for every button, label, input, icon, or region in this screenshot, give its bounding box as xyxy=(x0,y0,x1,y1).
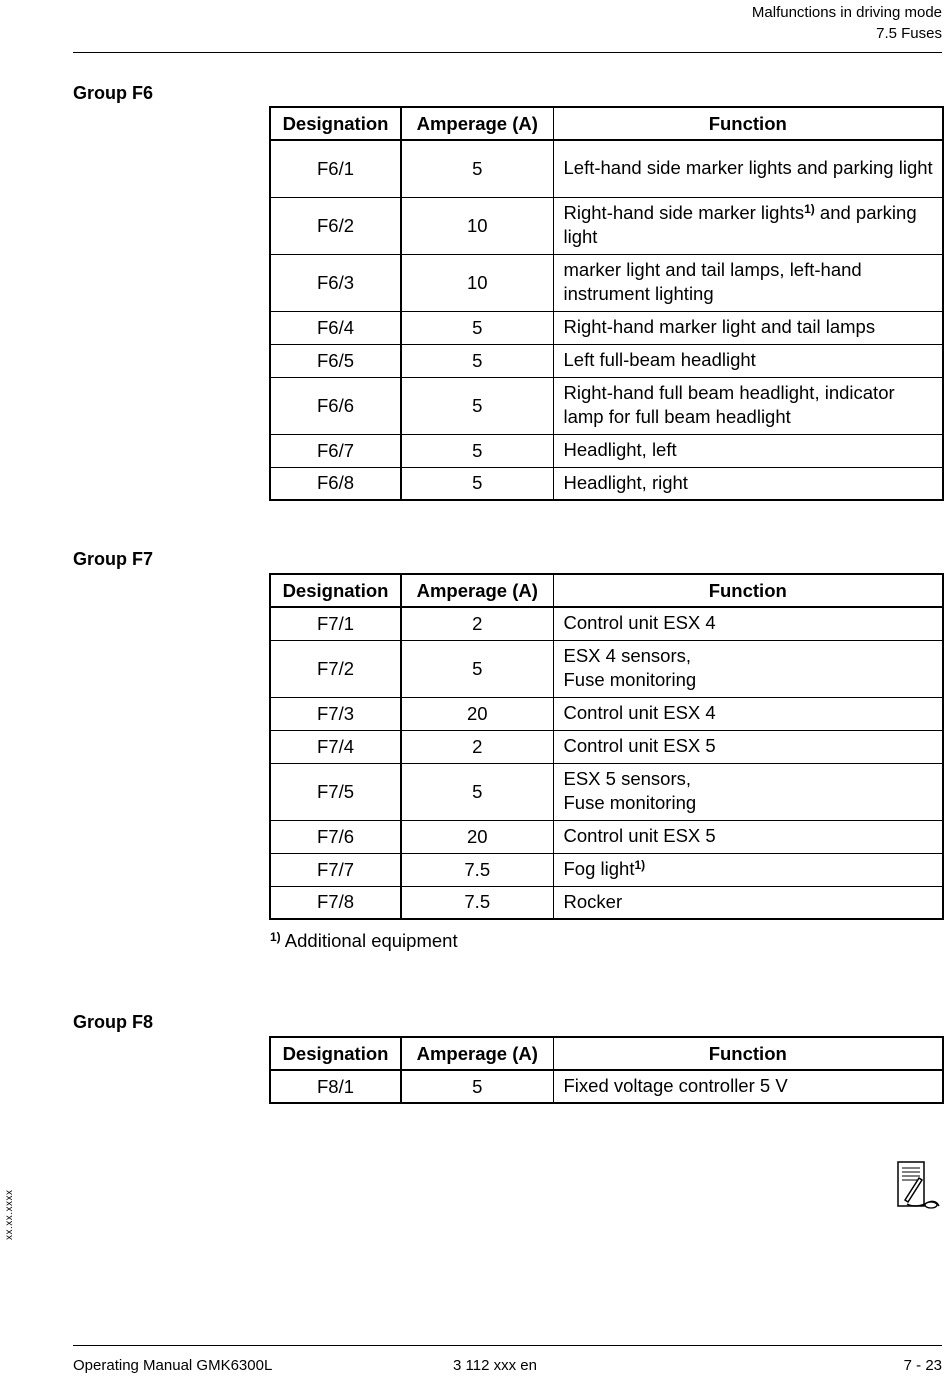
table-row xyxy=(270,697,943,730)
running-header xyxy=(752,2,942,44)
footer-manual-title: Operating Manual GMK6300L xyxy=(73,1357,273,1374)
designation-cell: F6/5 xyxy=(270,344,401,377)
function-cell xyxy=(553,853,943,886)
table-row xyxy=(270,820,943,853)
function-cell: Right-hand full beam headlight, indicator lamp for full beam headlight xyxy=(553,377,943,434)
table-row xyxy=(270,1070,943,1103)
table-row xyxy=(270,730,943,763)
col-amperage: Amperage (A) xyxy=(401,107,553,140)
amperage-cell: 5 xyxy=(401,640,553,697)
fuse-table-f6 xyxy=(269,106,944,501)
group-f7-title: Group F7 xyxy=(73,549,153,569)
col-designation: Designation xyxy=(270,1037,401,1070)
col-function: Function xyxy=(553,107,943,140)
function-cell xyxy=(553,763,943,820)
col-designation: Designation xyxy=(270,107,401,140)
amperage-cell: 7.5 xyxy=(401,853,553,886)
designation-cell: F7/2 xyxy=(270,640,401,697)
function-cell: Rocker xyxy=(553,886,943,919)
amperage-cell: 5 xyxy=(401,467,553,500)
function-cell: Control unit ESX 5 xyxy=(553,730,943,763)
table-row xyxy=(270,763,943,820)
amperage-cell: 2 xyxy=(401,730,553,763)
designation-cell: F7/7 xyxy=(270,853,401,886)
amperage-cell: 5 xyxy=(401,311,553,344)
side-document-code: xx.xx.xxxx xyxy=(4,1189,15,1240)
amperage-cell: 10 xyxy=(401,254,553,311)
designation-cell: F7/4 xyxy=(270,730,401,763)
function-cell: Right-hand marker light and tail lamps xyxy=(553,311,943,344)
manual-book-icon xyxy=(895,1160,941,1212)
function-cell: Left full-beam headlight xyxy=(553,344,943,377)
function-line: Fuse monitoring xyxy=(563,669,697,690)
table-row xyxy=(270,640,943,697)
designation-cell: F6/4 xyxy=(270,311,401,344)
designation-cell: F6/8 xyxy=(270,467,401,500)
table-header-row xyxy=(270,574,943,607)
table-row xyxy=(270,886,943,919)
table-row xyxy=(270,140,943,197)
footnote-ref: 1) xyxy=(804,202,815,216)
table-row xyxy=(270,607,943,640)
col-function: Function xyxy=(553,574,943,607)
table-row xyxy=(270,197,943,254)
amperage-cell: 5 xyxy=(401,763,553,820)
col-designation: Designation xyxy=(270,574,401,607)
designation-cell: F8/1 xyxy=(270,1070,401,1103)
header-rule xyxy=(73,52,942,53)
table-row xyxy=(270,467,943,500)
designation-cell: F7/8 xyxy=(270,886,401,919)
designation-cell: F7/1 xyxy=(270,607,401,640)
designation-cell: F6/6 xyxy=(270,377,401,434)
table-header-row xyxy=(270,107,943,140)
amperage-cell: 5 xyxy=(401,434,553,467)
function-cell: Control unit ESX 4 xyxy=(553,697,943,730)
designation-cell: F7/6 xyxy=(270,820,401,853)
table-header-row xyxy=(270,1037,943,1070)
designation-cell: F6/3 xyxy=(270,254,401,311)
group-f6-title: Group F6 xyxy=(73,83,153,103)
footnote-mark: 1) xyxy=(270,930,281,944)
function-line: ESX 5 sensors, xyxy=(563,768,692,789)
function-cell: Control unit ESX 5 xyxy=(553,820,943,853)
amperage-cell: 5 xyxy=(401,344,553,377)
designation-cell: F6/7 xyxy=(270,434,401,467)
footer-rule xyxy=(73,1345,942,1346)
designation-cell: F6/1 xyxy=(270,140,401,197)
table-row xyxy=(270,377,943,434)
function-text: Right-hand side marker lights xyxy=(563,202,805,223)
amperage-cell: 5 xyxy=(401,377,553,434)
table-row xyxy=(270,853,943,886)
footnote-text: Additional equipment xyxy=(284,930,458,951)
function-cell xyxy=(553,640,943,697)
function-cell: Headlight, left xyxy=(553,434,943,467)
fuse-table-f8 xyxy=(269,1036,944,1104)
function-line: ESX 4 sensors, xyxy=(563,645,692,666)
amperage-cell: 5 xyxy=(401,140,553,197)
amperage-cell: 7.5 xyxy=(401,886,553,919)
function-cell: Fixed voltage controller 5 V xyxy=(553,1070,943,1103)
function-line: Fuse monitoring xyxy=(563,792,697,813)
amperage-cell: 10 xyxy=(401,197,553,254)
function-text-cont: and parking light xyxy=(563,202,917,247)
fuse-table-f7 xyxy=(269,573,944,920)
table-row xyxy=(270,344,943,377)
function-cell: marker light and tail lamps, left-hand instrument lighting xyxy=(553,254,943,311)
table-row xyxy=(270,311,943,344)
table-row xyxy=(270,254,943,311)
amperage-cell: 5 xyxy=(401,1070,553,1103)
col-function: Function xyxy=(553,1037,943,1070)
function-cell: Headlight, right xyxy=(553,467,943,500)
footnote-ref: 1) xyxy=(634,858,646,872)
designation-cell: F7/5 xyxy=(270,763,401,820)
amperage-cell: 2 xyxy=(401,607,553,640)
function-cell: Control unit ESX 4 xyxy=(553,607,943,640)
designation-cell: F6/2 xyxy=(270,197,401,254)
amperage-cell: 20 xyxy=(401,697,553,730)
function-cell: Left-hand side marker lights and parking light xyxy=(553,140,943,197)
footnote xyxy=(270,930,458,952)
function-text: Fog light xyxy=(563,858,635,879)
footer-page-number: 7 - 23 xyxy=(903,1357,942,1374)
designation-cell: F7/3 xyxy=(270,697,401,730)
header-chapter: Malfunctions in driving mode xyxy=(751,4,942,21)
footer-doc-number: 3 112 xxx en xyxy=(453,1357,537,1374)
header-section: 7.5 Fuses xyxy=(876,25,942,42)
amperage-cell: 20 xyxy=(401,820,553,853)
function-cell xyxy=(553,197,943,254)
table-row xyxy=(270,434,943,467)
col-amperage: Amperage (A) xyxy=(401,574,553,607)
col-amperage: Amperage (A) xyxy=(401,1037,553,1070)
group-f8-title: Group F8 xyxy=(73,1012,153,1032)
